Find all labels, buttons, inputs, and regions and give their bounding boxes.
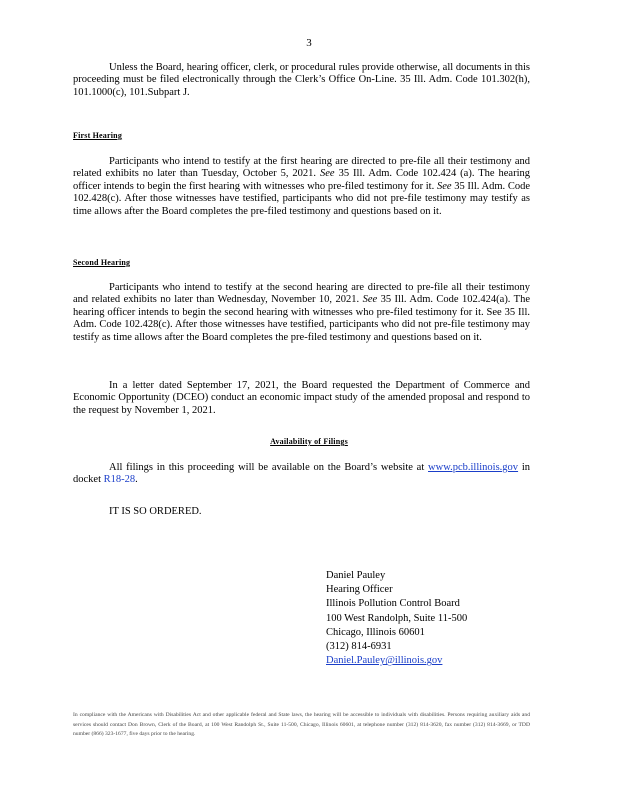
availability-text-b: in docket [73,462,531,486]
second-hearing-heading: Second Hearing [73,258,131,267]
docket-number[interactable]: R18-28 [103,474,136,486]
availability-heading-text: Availability of Filings [270,437,348,446]
second-hearing-paragraph [73,282,530,344]
availability-heading [0,437,618,446]
second-hearing-text-a: Participants who intend to testify at the second hearing are directed to pre-file all their testimony and related exhibits no later than Wednesday, November 10, 2021. [73,282,530,306]
first-hearing-text-a: Participants who intend to testify at the first hearing are directed to pre-file all their testimony and related exhibits no later than Tuesday, October 5, 2021. [73,156,530,180]
page-number: 3 [306,37,312,49]
signer-address-line1: 100 West Randolph, Suite 11-500 [326,612,468,624]
website-link[interactable]: www.pcb.illinois.gov [428,462,519,473]
signature-block [326,569,467,668]
availability-paragraph [73,462,530,487]
signer-email-link[interactable]: Daniel.Pauley@illinois.gov [326,655,443,667]
see-citation-3: See [362,294,378,306]
availability-text-a: All filings in this proceeding will be available on the Board’s website at [109,462,425,473]
accessibility-footer-note: In compliance with the Americans with Disabilities Act and other applicable federal and State laws, the hearing will be accessible to individuals with disabilities. Persons requiring auxiliary aids and services should contact Don Brown, Clerk of the Board, at 100 West Randolph St., Suite 11-500, Chicago, Illinois 60601, at telephone number (312) 814-3620, fax number (312) 814-3669, or TDD number (866) 323-1677, five days prior to the hearing. [73,712,530,737]
signer-phone: (312) 814-6931 [326,641,392,653]
order-statement: IT IS SO ORDERED. [109,506,202,517]
signer-name: Daniel Pauley [326,570,386,581]
first-hearing-text-b: 35 Ill. Adm. Code 102.424 (a). The hearing officer intends to begin the first hearing with witnesses who pre-filed testimony for it. [73,168,531,192]
second-hearing-text-b: 35 Ill. Adm. Code 102.424(a). The hearing officer intends to begin the second hearing with witnesses who pre-filed testimony for it. See 35 Ill. Adm. Code 102.428(c). After those witnesses have testified, participants who did not pre-file testimony may testify as time allows after the Board completes the pre-filed testimony and questions based on it. [73,294,531,343]
see-citation-1: See [320,168,335,180]
first-hearing-heading: First Hearing [73,131,123,140]
first-hearing-text-c: 35 Ill. Adm. Code 102.428(c). After those witnesses have testified, participants who did not pre-file testimony may testify as time allows after the Board completes the pre-filed testimony and questions based on it. [73,180,530,217]
first-hearing-paragraph [73,156,530,218]
availability-text-c: . [135,474,138,486]
signer-title: Hearing Officer [326,584,393,596]
see-citation-2: See [436,180,452,192]
signer-organization: Illinois Pollution Control Board [326,598,460,610]
signer-address-line2: Chicago, Illinois 60601 [326,626,425,638]
efiling-paragraph: Unless the Board, hearing officer, clerk, or procedural rules provide otherwise, all documents in this proceeding must be filed electronically through the Clerk’s Office On-Line. 35 Ill. Adm. Code 101.302(h), 101.1000(c), 101.Subpart J. [73,62,530,98]
dceo-paragraph: In a letter dated September 17, 2021, the Board requested the Department of Commerce and Economic Opportunity (DCEO) conduct an economic impact study of the amended proposal and respond to the request by November 1, 2021. [73,380,530,416]
